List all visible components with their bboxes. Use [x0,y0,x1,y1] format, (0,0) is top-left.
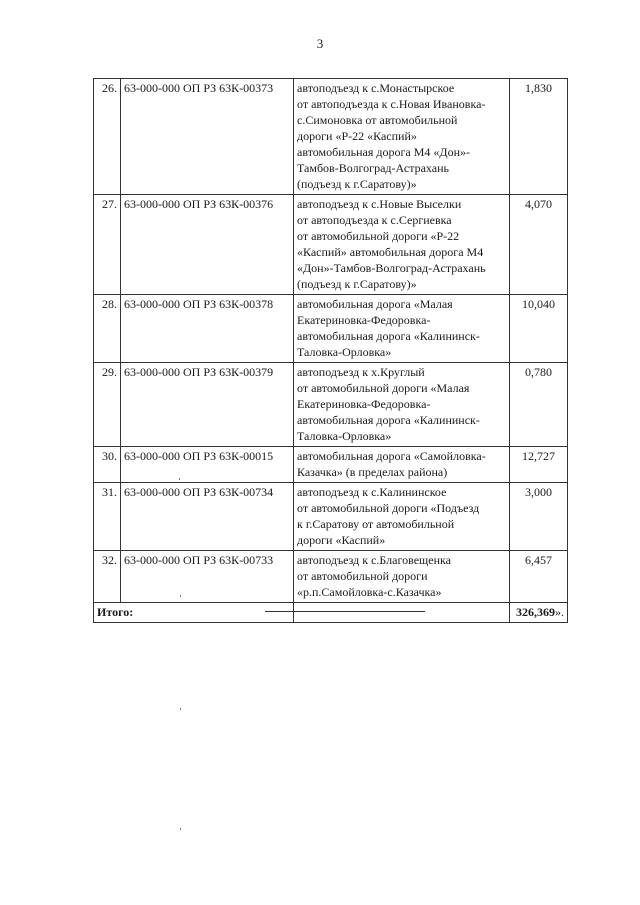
road-length: 3,000 [510,483,568,551]
road-name [294,551,510,603]
road-name [294,363,510,447]
table-row [94,447,568,483]
road-name-line: с.Симоновка от автомобильной [297,113,458,127]
total-label: Итого: [94,603,294,623]
total-value: 326,369 [516,605,555,619]
road-id: 63-000-000 ОП РЗ 63К-00373 [121,79,294,195]
road-name-line: автомобильная дорога «Калининск- [297,413,480,427]
road-id: 63-000-000 ОП РЗ 63К-00733 [121,551,294,603]
road-name-line: от автомобильной дороги «Малая [297,381,470,395]
road-name [294,195,510,295]
road-name-line: (подъезд к г.Саратову)» [297,177,417,191]
roads-table [93,78,568,623]
total-row [94,603,568,623]
road-name-line: от автомобильной дороги «Р-22 [297,229,460,243]
row-number: 30. [94,447,121,483]
road-name [294,447,510,483]
road-name-line: Тамбов-Волгоград-Астрахань [297,161,449,175]
road-name-line: дороги «Каспий» [297,533,386,547]
road-id: 63-000-000 ОП РЗ 63К-00376 [121,195,294,295]
road-id: 63-000-000 ОП РЗ 63К-00015 [121,447,294,483]
road-length: 1,830 [510,79,568,195]
road-name-line: «р.п.Самойловка-с.Казачка» [297,585,442,599]
road-name-line: к г.Саратову от автомобильной [297,517,455,531]
road-name-line: автомобильная дорога «Малая [297,297,453,311]
road-name-line: автоподъезд к с.Монастырское [297,81,455,95]
road-length: 12,727 [510,447,568,483]
road-id: 63-000-000 ОП РЗ 63К-00379 [121,363,294,447]
road-name-line: Екатериновка-Федоровка- [297,313,431,327]
road-length: 6,457 [510,551,568,603]
road-name-line: от автомобильной дороги [297,569,428,583]
road-name-line: автоподъезд к с.Новые Выселки [297,197,462,211]
table-row [94,79,568,195]
row-number: 27. [94,195,121,295]
road-name [294,483,510,551]
row-number: 26. [94,79,121,195]
scan-speck [180,595,181,597]
road-name-line: «Каспий» автомобильная дорога М4 [297,245,484,259]
road-name-line: Таловка-Орловка» [297,429,392,443]
road-name-line: дороги «Р-22 «Каспий» [297,129,417,143]
road-name-line: Екатериновка-Федоровка- [297,397,431,411]
road-length: 4,070 [510,195,568,295]
road-name-line: автоподъезд к х.Круглый [297,365,425,379]
road-id: 63-000-000 ОП РЗ 63К-00378 [121,295,294,363]
row-number: 29. [94,363,121,447]
table-row [94,295,568,363]
scan-speck [180,708,181,710]
row-number: 28. [94,295,121,363]
total-empty-cell [294,603,510,623]
road-name-line: (подъезд к г.Саратову)» [297,277,417,291]
road-name-line: автоподъезд к с.Благовещенка [297,553,451,567]
closing-rule [265,611,425,612]
total-value-cell [510,603,568,623]
road-name [294,295,510,363]
road-name-line: автомобильная дорога «Самойловка- [297,449,486,463]
road-name-line: от автоподъезда к с.Новая Ивановка- [297,97,486,111]
road-id: 63-000-000 ОП РЗ 63К-00734 [121,483,294,551]
row-number: 31. [94,483,121,551]
scan-speck [180,828,181,830]
row-number: 32. [94,551,121,603]
page-number: 3 [316,36,324,51]
road-length: 10,040 [510,295,568,363]
road-name-line: Казачка» (в пределах района) [297,465,448,479]
scan-speck [179,478,180,480]
table-row [94,363,568,447]
road-name-line: автоподъезд к с.Калининское [297,485,447,499]
road-name-line: «Дон»-Тамбов-Волгоград-Астрахань [297,261,486,275]
road-name [294,79,510,195]
road-name-line: автомобильная дорога М4 «Дон»- [297,145,471,159]
road-name-line: от автоподъезда к с.Сергиевка [297,213,452,227]
road-name-line: автомобильная дорога «Калининск- [297,329,480,343]
total-suffix: ». [555,605,564,619]
roads-table-body [94,79,568,623]
road-length: 0,780 [510,363,568,447]
road-name-line: Таловка-Орловка» [297,345,392,359]
table-row [94,551,568,603]
road-name-line: от автомобильной дороги «Подъезд [297,501,480,515]
table-row [94,483,568,551]
table-row [94,195,568,295]
